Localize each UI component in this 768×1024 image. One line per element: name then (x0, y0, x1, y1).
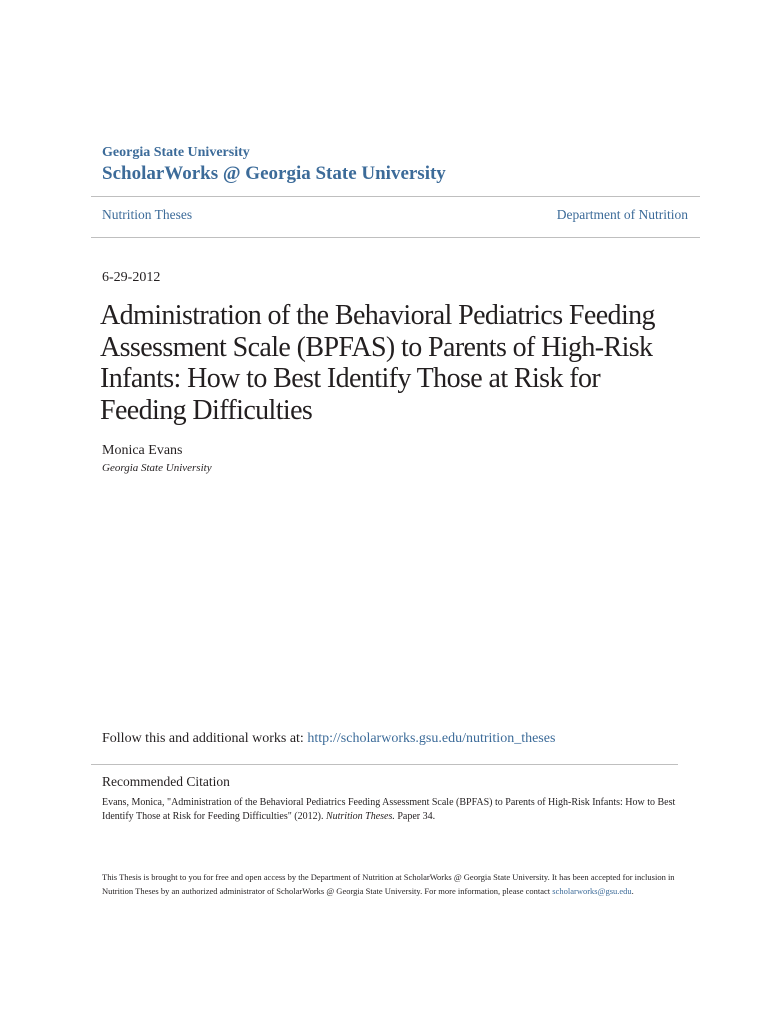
collection-url-link[interactable]: http://scholarworks.gsu.edu/nutrition_theses (307, 731, 556, 746)
citation-series: Nutrition Theses. (325, 811, 395, 822)
follow-label: Follow this and additional works at: (102, 731, 308, 746)
department-link[interactable]: Department of Nutrition (556, 207, 688, 222)
access-notice (102, 870, 682, 898)
follow-line (102, 731, 555, 747)
author-affiliation: Georgia State University (102, 462, 212, 474)
citation-body: Evans, Monica, "Administration of the Behavioral Pediatrics Feeding Assessment Scale (BPFAS) to Parents of High-Risk Infants: How to Best Identify Those at Risk for Feeding Difficulties" (2012). (102, 797, 676, 822)
contact-email-link[interactable]: scholarworks@gsu.edu (552, 886, 632, 896)
citation-paper: Paper 34. (394, 811, 436, 822)
author-name: Monica Evans (102, 443, 183, 458)
publication-date: 6-29-2012 (102, 270, 161, 285)
divider (91, 196, 700, 197)
notice-end: . (631, 886, 634, 896)
document-title: Administration of the Behavioral Pediatrics Feeding Assessment Scale (BPFAS) to Parents of High-Risk Infants: How to Best Identify Those at Risk for Feeding Difficulties (100, 300, 655, 426)
citation-text (102, 796, 682, 824)
scholarworks-link[interactable]: ScholarWorks @ Georgia State University (102, 163, 446, 184)
divider (91, 764, 678, 765)
divider (91, 237, 700, 238)
header (102, 145, 446, 186)
series-link[interactable]: Nutrition Theses (102, 207, 193, 222)
notice-text: This Thesis is brought to you for free and open access by the Department of Nutrition at ScholarWorks @ Georgia State University. It has been accepted for inclusion in Nutrition Theses by an authorized administrator of ScholarWorks @ Georgia State University. For more information, please contact (102, 872, 675, 896)
citation-heading: Recommended Citation (102, 774, 230, 789)
university-name: Georgia State University (102, 145, 250, 160)
